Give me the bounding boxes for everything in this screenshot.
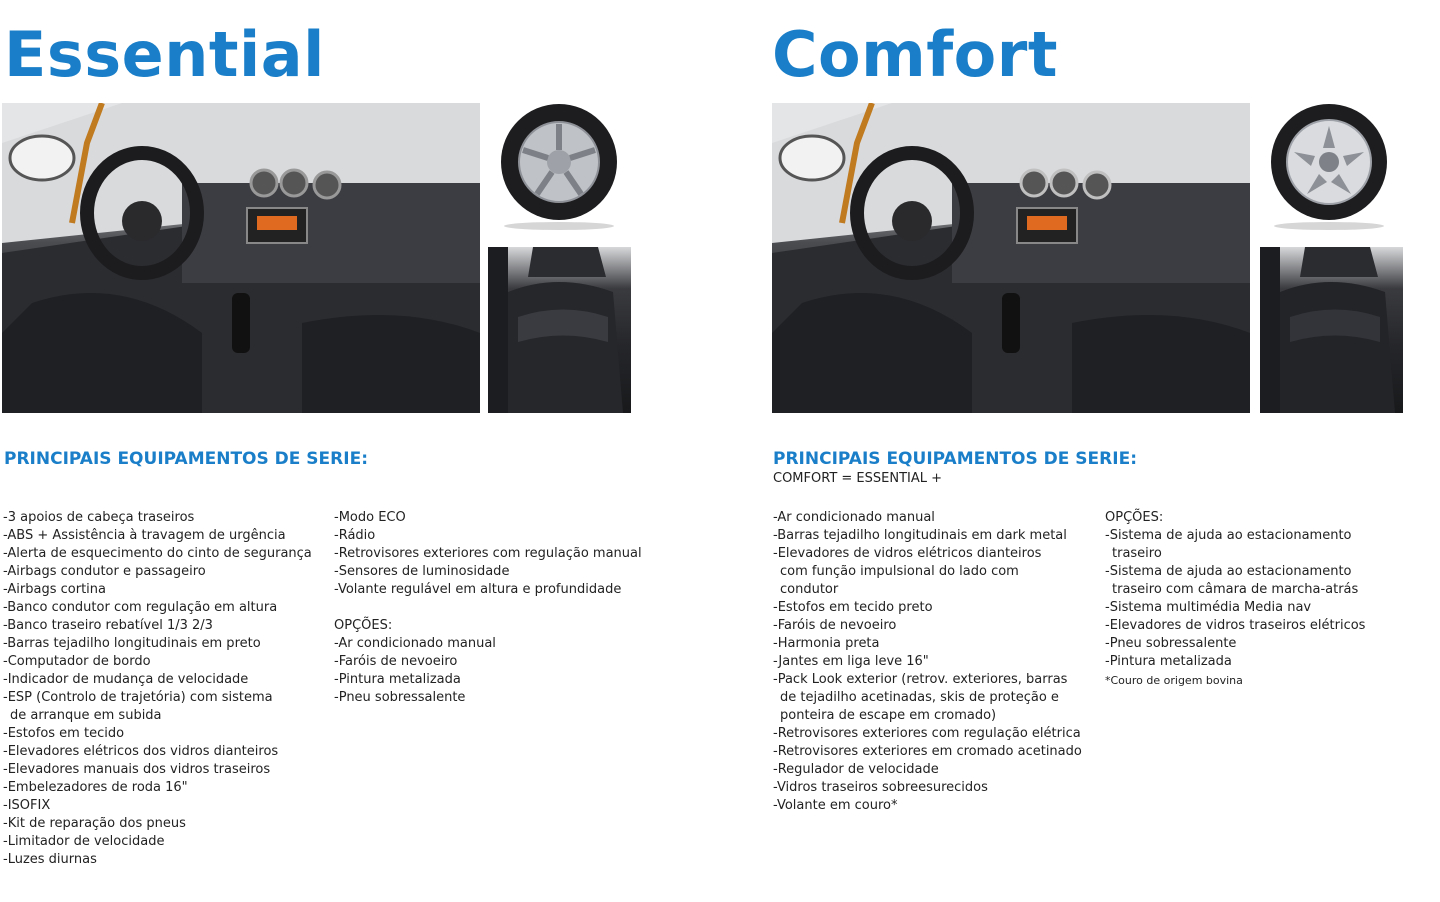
essential-standard-list-2 <box>334 509 644 599</box>
essential-interior-photo <box>2 103 480 413</box>
list-item: - Kit de reparação dos pneus <box>3 815 323 833</box>
list-item: - ISOFIX <box>3 797 323 815</box>
list-item: - ABS + Assistência à travagem de urgência <box>3 527 323 545</box>
comfort-title: Comfort <box>772 18 1058 91</box>
list-item: - Retrovisores exteriores em cromado acetinado <box>773 743 1083 761</box>
list-item: - Faróis de nevoeiro <box>773 617 1083 635</box>
list-item: - Embelezadores de roda 16" <box>3 779 323 797</box>
list-item: - Pneu sobressalente <box>1105 635 1405 653</box>
list-item: - Jantes em liga leve 16" <box>773 653 1083 671</box>
list-item: - Regulador de velocidade <box>773 761 1083 779</box>
list-item: - Pneu sobressalente <box>334 689 644 707</box>
list-item: - Banco traseiro rebatível 1/3 2/3 <box>3 617 323 635</box>
essential-seat-photo <box>488 247 631 413</box>
essential-wheel-photo <box>493 100 625 232</box>
list-item: - Vidros traseiros sobreesurecidos <box>773 779 1083 797</box>
list-item: - Limitador de velocidade <box>3 833 323 851</box>
comfort-subheading: COMFORT = ESSENTIAL + <box>773 471 943 486</box>
list-item: - Luzes diurnas <box>3 851 323 869</box>
list-item: - Retrovisores exteriores com regulação elétrica <box>773 725 1083 743</box>
list-item: - Computador de bordo <box>3 653 323 671</box>
list-item: - Pack Look exterior (retrov. exteriores, barras de tejadilho acetinadas, skis de proteção e ponteira de escape em cromado) <box>773 671 1073 725</box>
essential-options-label: OPÇÕES: <box>334 618 393 633</box>
list-item: - Alerta de esquecimento do cinto de segurança <box>3 545 323 563</box>
list-item: - Ar condicionado manual <box>334 635 644 653</box>
comfort-section-heading: PRINCIPAIS EQUIPAMENTOS DE SERIE: <box>773 449 1137 469</box>
list-item: - Modo ECO <box>334 509 644 527</box>
comfort-seat-photo <box>1260 247 1403 413</box>
comfort-footnote: *Couro de origem bovina <box>1105 674 1243 687</box>
comfort-options-list <box>1105 527 1405 671</box>
comfort-standard-list <box>773 509 1083 815</box>
list-item: - ESP (Controlo de trajetória) com sistema de arranque em subida <box>3 689 293 725</box>
list-item: - Elevadores de vidros traseiros elétricos <box>1105 617 1405 635</box>
list-item: - Volante regulável em altura e profundidade <box>334 581 644 599</box>
essential-options-list <box>334 635 644 707</box>
list-item: - Faróis de nevoeiro <box>334 653 644 671</box>
list-item: - Retrovisores exteriores com regulação manual <box>334 545 644 563</box>
list-item: - Airbags condutor e passageiro <box>3 563 323 581</box>
comfort-alloy-wheel-photo <box>1263 100 1395 232</box>
list-item: - Banco condutor com regulação em altura <box>3 599 323 617</box>
list-item: - 3 apoios de cabeça traseiros <box>3 509 323 527</box>
list-item: - Airbags cortina <box>3 581 323 599</box>
list-item: - Sistema multimédia Media nav <box>1105 599 1405 617</box>
list-item: - Pintura metalizada <box>334 671 644 689</box>
essential-standard-list-1 <box>3 509 323 869</box>
list-item: - Barras tejadilho longitudinais em dark metal <box>773 527 1083 545</box>
list-item: - Elevadores elétricos dos vidros dianteiros <box>3 743 323 761</box>
comfort-interior-photo <box>772 103 1250 413</box>
list-item: - Barras tejadilho longitudinais em preto <box>3 635 323 653</box>
list-item: - Sistema de ajuda ao estacionamento traseiro com câmara de marcha-atrás <box>1105 563 1397 599</box>
list-item: - Elevadores de vidros elétricos dianteiros com função impulsional do lado com condutor <box>773 545 1073 599</box>
list-item: - Estofos em tecido <box>3 725 323 743</box>
list-item: - Rádio <box>334 527 644 545</box>
list-item: - Elevadores manuais dos vidros traseiros <box>3 761 323 779</box>
essential-section-heading: PRINCIPAIS EQUIPAMENTOS DE SERIE: <box>4 449 368 469</box>
list-item: - Harmonia preta <box>773 635 1083 653</box>
list-item: - Sistema de ajuda ao estacionamento traseiro <box>1105 527 1405 563</box>
essential-title: Essential <box>4 18 325 91</box>
list-item: - Sensores de luminosidade <box>334 563 644 581</box>
list-item: - Volante em couro* <box>773 797 1083 815</box>
list-item: - Ar condicionado manual <box>773 509 1083 527</box>
list-item: - Pintura metalizada <box>1105 653 1405 671</box>
comfort-options-label: OPÇÕES: <box>1105 510 1164 525</box>
list-item: - Estofos em tecido preto <box>773 599 1083 617</box>
list-item: - Indicador de mudança de velocidade <box>3 671 323 689</box>
